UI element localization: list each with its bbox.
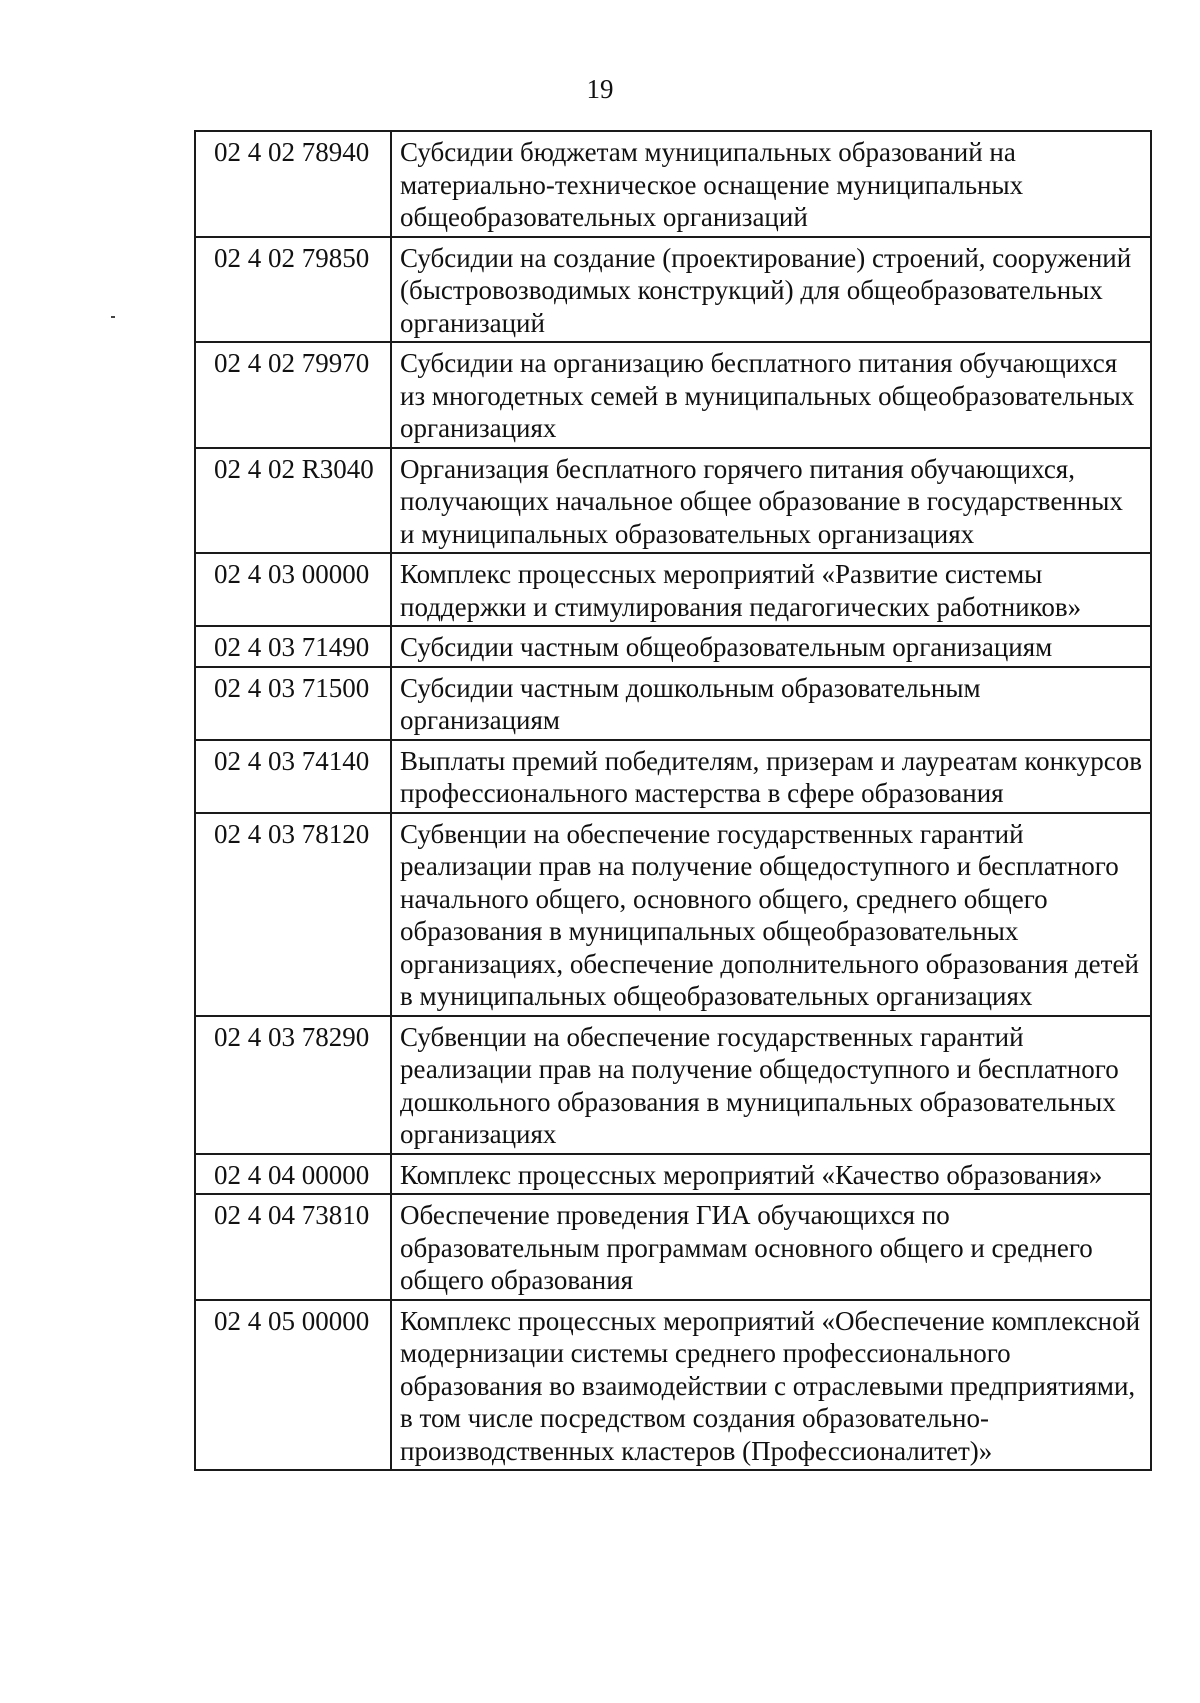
classification-code-cell: 02 4 04 00000 [195, 1154, 391, 1195]
table-row [195, 740, 1151, 813]
table-row [195, 131, 1151, 237]
classification-code-cell: 02 4 03 71500 [195, 667, 391, 740]
table-row [195, 553, 1151, 626]
expenditure-description-cell: Комплекс процессных мероприятий «Развитие системы поддержки и стимулирования педагогических работников» [391, 553, 1151, 626]
table-row [195, 448, 1151, 554]
expenditure-description-cell: Субсидии бюджетам муниципальных образований на материально-техническое оснащение муниципальных общеобразовательных организаций [391, 131, 1151, 237]
table-row [195, 237, 1151, 343]
classification-code-cell: 02 4 02 79970 [195, 342, 391, 448]
table-row [195, 1194, 1151, 1300]
table-body [195, 131, 1151, 1470]
classification-code-cell: 02 4 02 78940 [195, 131, 391, 237]
classification-code-cell: 02 4 04 73810 [195, 1194, 391, 1300]
classification-code-cell: 02 4 02 R3040 [195, 448, 391, 554]
classification-code-cell: 02 4 03 71490 [195, 626, 391, 667]
expenditure-description-cell: Субвенции на обеспечение государственных гарантий реализации прав на получение общедоступного и бесплатного начального общего, основного общего, среднего общего образования в муниципальных общеобразовательных организациях, обеспечение дополнительного образования детей в муниципальных общеобразовательных организациях [391, 813, 1151, 1016]
table-row [195, 1154, 1151, 1195]
table-row [195, 813, 1151, 1016]
classification-code-cell: 02 4 03 78120 [195, 813, 391, 1016]
table-row [195, 1016, 1151, 1154]
table-row [195, 342, 1151, 448]
classification-code-cell: 02 4 05 00000 [195, 1300, 391, 1471]
table-row [195, 626, 1151, 667]
expenditure-description-cell: Субсидии на создание (проектирование) строений, сооружений (быстровозводимых конструкций) для общеобразовательных организаций [391, 237, 1151, 343]
classification-code-cell: 02 4 03 78290 [195, 1016, 391, 1154]
classification-code-cell: 02 4 02 79850 [195, 237, 391, 343]
expenditure-description-cell: Субвенции на обеспечение государственных гарантий реализации прав на получение общедоступного и бесплатного дошкольного образования в муниципальных образовательных организациях [391, 1016, 1151, 1154]
expenditure-description-cell: Комплекс процессных мероприятий «Качество образования» [391, 1154, 1151, 1195]
expenditure-description-cell: Субсидии на организацию бесплатного питания обучающихся из многодетных семей в муниципальных общеобразовательных организациях [391, 342, 1151, 448]
budget-classification-table-wrapper [194, 130, 1150, 1471]
expenditure-description-cell: Организация бесплатного горячего питания обучающихся, получающих начальное общее образование в государственных и муниципальных образовательных организациях [391, 448, 1151, 554]
expenditure-description-cell: Комплекс процессных мероприятий «Обеспечение комплексной модернизации системы среднего профессионального образования во взаимодействии с отраслевыми предприятиями, в том числе посредством создания образовательно-производственных кластеров (Профессионалитет)» [391, 1300, 1151, 1471]
expenditure-description-cell: Субсидии частным общеобразовательным организациям [391, 626, 1151, 667]
table-row [195, 1300, 1151, 1471]
table-row [195, 667, 1151, 740]
scan-artifact-mark [111, 316, 115, 318]
classification-code-cell: 02 4 03 74140 [195, 740, 391, 813]
page-number: 19 [586, 74, 614, 104]
expenditure-description-cell: Выплаты премий победителям, призерам и лауреатам конкурсов профессионального мастерства в сфере образования [391, 740, 1151, 813]
budget-classification-table [194, 130, 1152, 1471]
expenditure-description-cell: Субсидии частным дошкольным образовательным организациям [391, 667, 1151, 740]
classification-code-cell: 02 4 03 00000 [195, 553, 391, 626]
expenditure-description-cell: Обеспечение проведения ГИА обучающихся по образовательным программам основного общего и среднего общего образования [391, 1194, 1151, 1300]
